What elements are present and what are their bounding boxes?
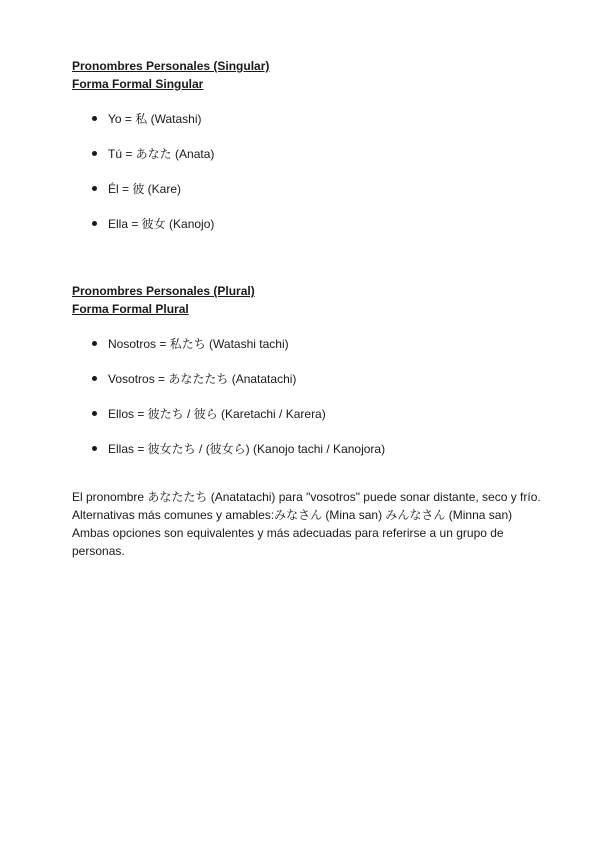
bullet-icon	[92, 186, 97, 191]
list-item	[72, 405, 542, 440]
bullet-icon	[92, 151, 97, 156]
list-item-text: Vosotros = あなたたち (Anatatachi)	[108, 372, 297, 386]
bullet-icon	[92, 341, 97, 346]
plural-pronoun-list	[72, 335, 542, 475]
plural-subtitle: Forma Formal Plural	[72, 302, 189, 316]
bullet-icon	[92, 411, 97, 416]
plural-section	[72, 282, 542, 475]
bullet-icon	[92, 376, 97, 381]
list-item-text: Tú = あなた (Anata)	[108, 147, 215, 161]
singular-title: Pronombres Personales (Singular)	[72, 59, 270, 73]
list-item	[72, 440, 542, 475]
list-item	[72, 180, 542, 215]
list-item-text: Ellas = 彼女たち / (彼女ら) (Kanojo tachi / Kanojora)	[108, 442, 386, 456]
note-paragraph: El pronombre あなたたち (Anatatachi) para "vosotros" puede sonar distante, seco y frío. Alternativas más comunes y amables:みなさん (Mina san) みんなさん (Minna san) Ambas opciones son equivalentes y más adecuadas para referirse a un grupo de personas.	[72, 490, 541, 558]
list-item-text: Nosotros = 私たち (Watashi tachi)	[108, 337, 289, 351]
singular-subtitle: Forma Formal Singular	[72, 77, 204, 91]
list-item-text: Ella = 彼女 (Kanojo)	[108, 217, 215, 231]
plural-title: Pronombres Personales (Plural)	[72, 284, 255, 298]
singular-section	[72, 57, 542, 250]
list-item-text: Yo = 私 (Watashi)	[108, 112, 202, 126]
list-item	[72, 370, 542, 405]
bullet-icon	[92, 116, 97, 121]
list-item-text: Él = 彼 (Kare)	[108, 182, 182, 196]
bullet-icon	[92, 446, 97, 451]
list-item	[72, 335, 542, 370]
list-item	[72, 110, 542, 145]
bullet-icon	[92, 221, 97, 226]
list-item-text: Ellos = 彼たち / 彼ら (Karetachi / Karera)	[108, 407, 326, 421]
list-item	[72, 215, 542, 250]
list-item	[72, 145, 542, 180]
singular-pronoun-list	[72, 110, 542, 250]
